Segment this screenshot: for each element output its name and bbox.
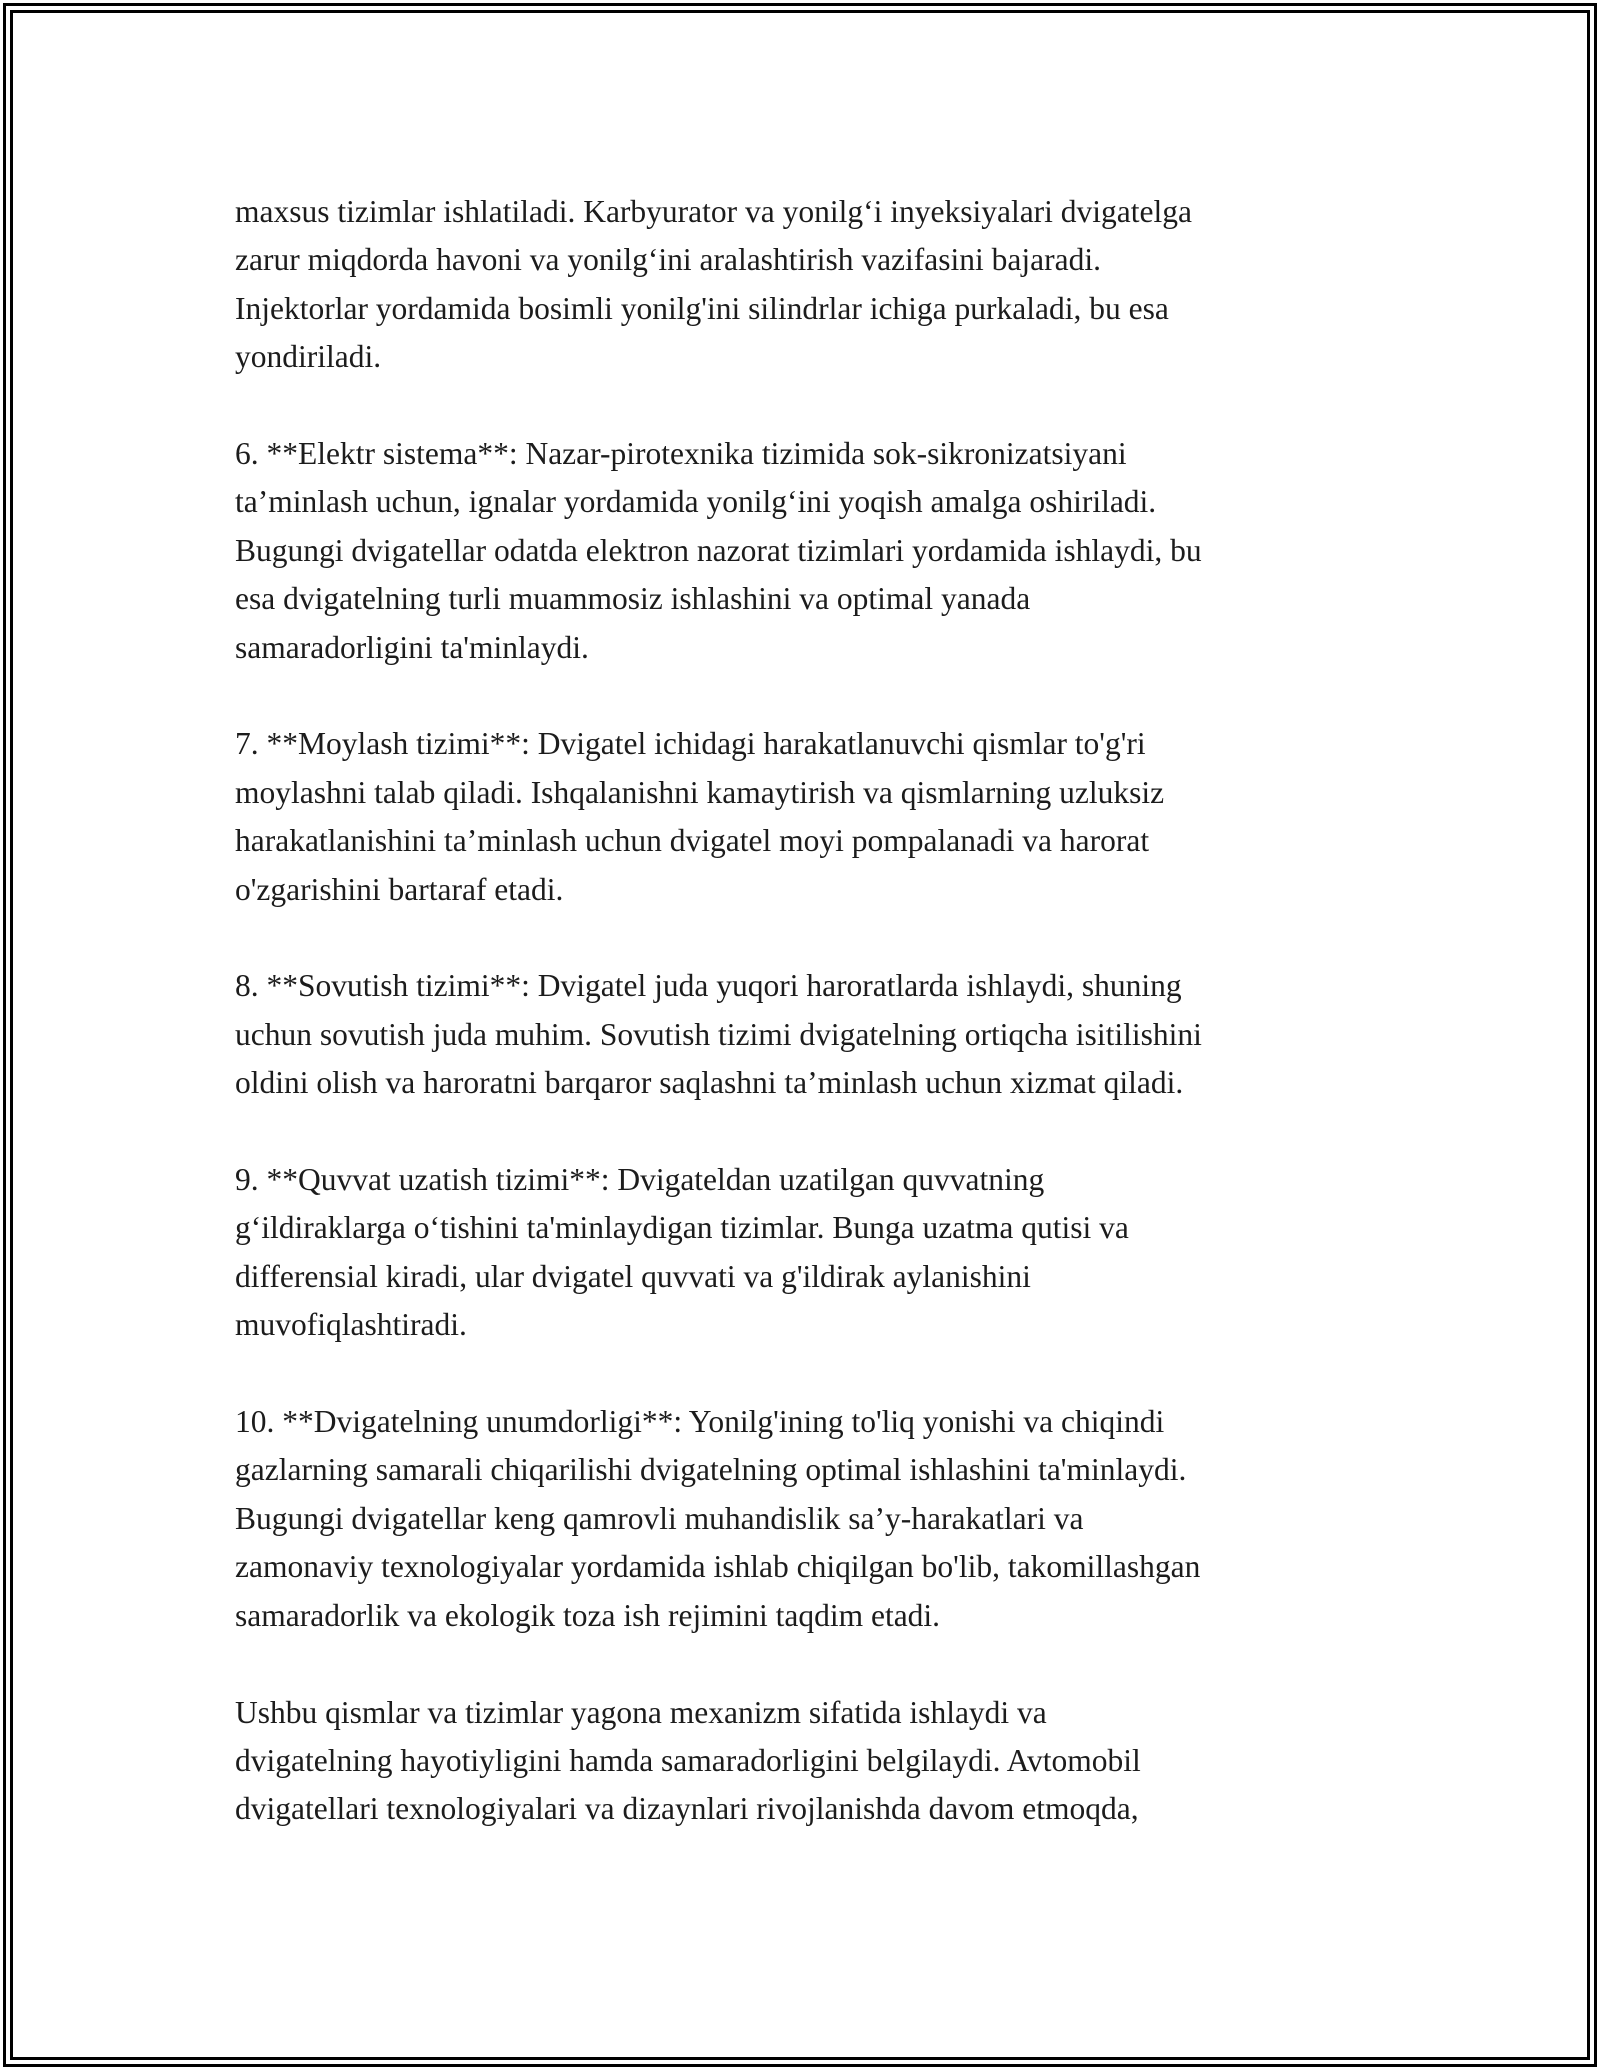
text-line: ta’minlash uchun, ignalar yordamida yonilg‘ini yoqish amalga oshiriladi. xyxy=(235,484,1157,520)
text-line: g‘ildiraklarga o‘tishini ta'minlaydigan tizimlar. Bunga uzatma qutisi va xyxy=(235,1210,1129,1246)
paragraph-electric-system xyxy=(235,430,1385,672)
text-line: 10. **Dvigatelning unumdorligi**: Yonilg'ining to'liq yonishi va chiqindi xyxy=(235,1404,1165,1440)
document-body xyxy=(235,188,1385,1834)
text-line: o'zgarishini bartaraf etadi. xyxy=(235,871,564,907)
text-line: samaradorlik va ekologik toza ish rejimini taqdim etadi. xyxy=(235,1597,941,1633)
text-line: gazlarning samarali chiqarilishi dvigatelning optimal ishlashini ta'minlaydi. xyxy=(235,1452,1187,1488)
text-line: zamonaviy texnologiyalar yordamida ishlab chiqilgan bo'lib, takomillashgan xyxy=(235,1549,1201,1585)
text-line: samaradorligini ta'minlaydi. xyxy=(235,629,589,665)
text-line: uchun sovutish juda muhim. Sovutish tizimi dvigatelning ortiqcha isitilishini xyxy=(235,1016,1202,1052)
text-line: harakatlanishini ta’minlash uchun dvigatel moyi pompalanadi va harorat xyxy=(235,823,1150,859)
paragraph-lubrication-system xyxy=(235,720,1385,914)
paragraph-cooling-system xyxy=(235,962,1385,1107)
text-line: 7. **Moylash tizimi**: Dvigatel ichidagi harakatlanuvchi qismlar to'g'ri xyxy=(235,726,1146,762)
text-line: 9. **Quvvat uzatish tizimi**: Dvigateldan uzatilgan quvvatning xyxy=(235,1162,1045,1198)
text-line: moylashni talab qiladi. Ishqalanishni kamaytirish va qismlarning uzluksiz xyxy=(235,774,1165,810)
text-line: maxsus tizimlar ishlatiladi. Karbyurator va yonilg‘i inyeksiyalari dvigatelga xyxy=(235,194,1192,229)
text-line: Ushbu qismlar va tizimlar yagona mexanizm sifatida ishlaydi va xyxy=(235,1694,1047,1730)
text-line: Bugungi dvigatellar odatda elektron nazorat tizimlari yordamida ishlaydi, bu xyxy=(235,532,1202,568)
text-line: muvofiqlashtiradi. xyxy=(235,1307,467,1343)
paragraph-conclusion xyxy=(235,1689,1385,1834)
text-line: dvigatellari texnologiyalari va dizaynlari rivojlanishda davom etmoqda, xyxy=(235,1791,1139,1827)
text-line: esa dvigatelning turli muammosiz ishlashini va optimal yanada xyxy=(235,581,1031,617)
text-line: oldini olish va haroratni barqaror saqlashni ta’minlash uchun xizmat qiladi. xyxy=(235,1065,1184,1101)
text-line: 8. **Sovutish tizimi**: Dvigatel juda yuqori haroratlarda ishlaydi, shuning xyxy=(235,968,1182,1004)
paragraph-power-transmission xyxy=(235,1156,1385,1350)
paragraph-engine-efficiency xyxy=(235,1398,1385,1640)
paragraph-fuel-system-continuation xyxy=(235,188,1385,382)
text-line: 6. **Elektr sistema**: Nazar-pirotexnika tizimida sok-sikronizatsiyani xyxy=(235,436,1127,472)
text-line: Injektorlar yordamida bosimli yonilg'ini silindrlar ichiga purkaladi, bu esa xyxy=(235,290,1169,326)
text-line: dvigatelning hayotiyligini hamda samaradorligini belgilaydi. Avtomobil xyxy=(235,1742,1141,1778)
text-line: Bugungi dvigatellar keng qamrovli muhandislik sa’y-harakatlari va xyxy=(235,1500,1084,1536)
text-line: yondiriladi. xyxy=(235,339,382,375)
text-line: zarur miqdorda havoni va yonilg‘ini aralashtirish vazifasini bajaradi. xyxy=(235,242,1101,278)
text-line: differensial kiradi, ular dvigatel quvvati va g'ildirak aylanishini xyxy=(235,1258,1031,1294)
